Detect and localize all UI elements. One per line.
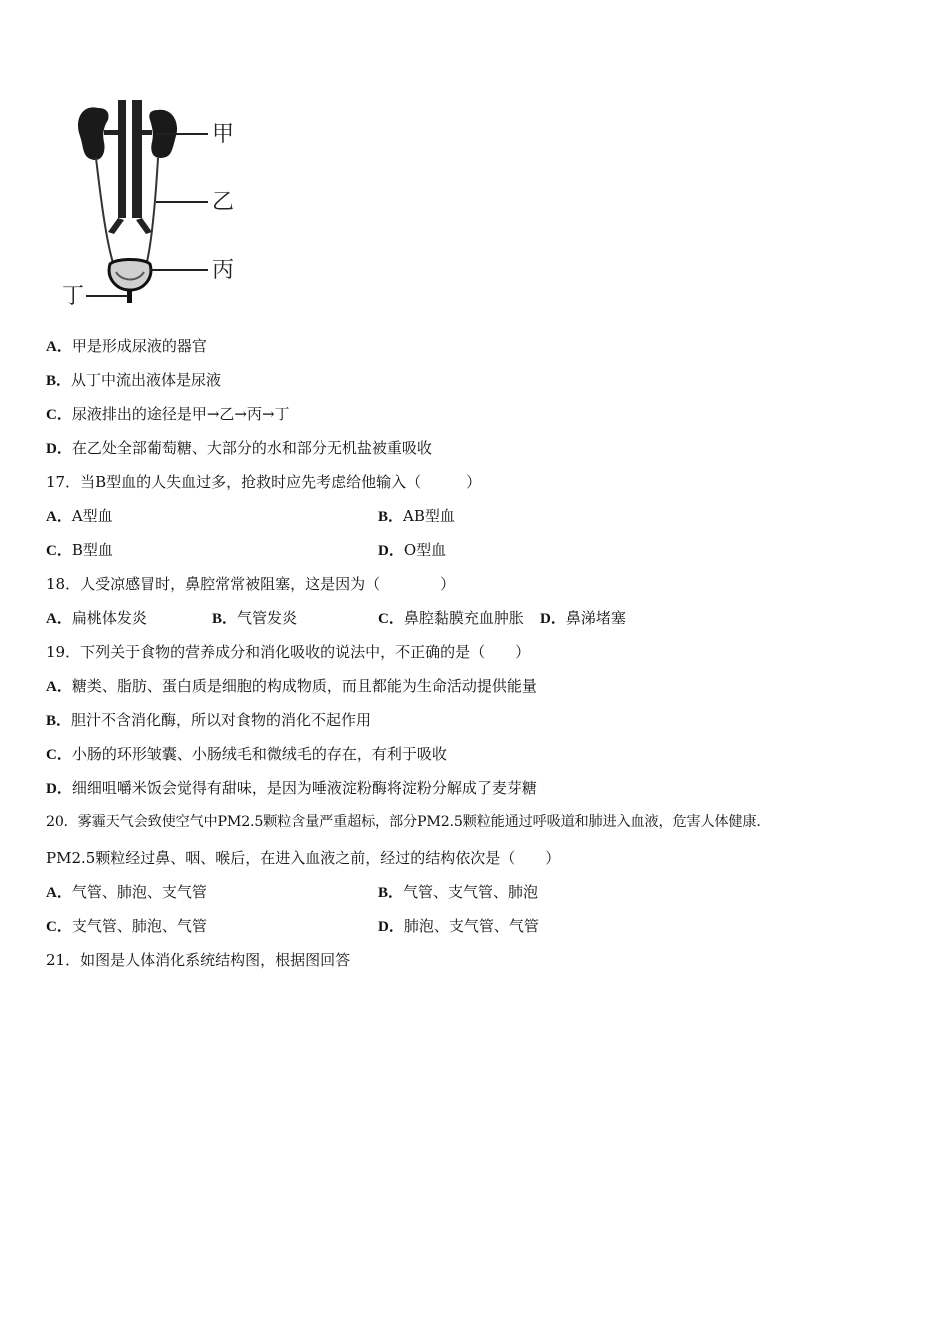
q20-stem-line2: PM2.5颗粒经过鼻、咽、喉后，在进入血液之前，经过的结构依次是（ ） [46,849,561,867]
q19-option-b[interactable]: B．胆汁不含消化酶，所以对食物的消化不起作用 [46,711,372,729]
q20-option-d[interactable]: D．肺泡、支气管、气管 [378,917,539,935]
q17-option-d[interactable]: D．O型血 [378,541,447,559]
bladder [109,260,151,291]
q17-stem: 17．当B型血的人失血过多，抢救时应先考虑给他输入（ ） [46,473,482,491]
q18-option-c[interactable]: C．鼻腔黏膜充血肿胀 [378,609,524,627]
q20-option-b[interactable]: B．气管、支气管、肺泡 [378,883,539,901]
q19-option-d[interactable]: D．细细咀嚼米饭会觉得有甜味，是因为唾液淀粉酶将淀粉分解成了麦芽糖 [46,779,537,797]
aorta [118,100,126,218]
q19-option-c[interactable]: C．小肠的环形皱囊、小肠绒毛和微绒毛的存在，有利于吸收 [46,745,447,763]
left-kidney [78,107,109,160]
q19-option-a[interactable]: A．糖类、脂肪、蛋白质是细胞的构成物质，而且都能为生命活动提供能量 [46,677,537,695]
q17-option-b[interactable]: B．AB型血 [378,507,455,525]
q18-option-a[interactable]: A．扁桃体发炎 [46,609,147,627]
q16-option-b[interactable]: B．从丁中流出液体是尿液 [46,371,222,389]
q16-option-a[interactable]: A．甲是形成尿液的器官 [46,337,207,355]
q16-option-c[interactable]: C．尿液排出的途径是甲→乙→丙→丁 [46,405,290,423]
label-ding: 丁 [62,284,85,309]
q20-option-c[interactable]: C．支气管、肺泡、气管 [46,917,207,935]
label-bing: 丙 [212,258,235,283]
right-ureter [146,158,158,266]
label-jia: 甲 [212,122,235,147]
label-yi: 乙 [212,190,235,215]
q21-stem: 21．如图是人体消化系统结构图，根据图回答 [46,951,351,969]
q18-option-d[interactable]: D．鼻涕堵塞 [540,609,626,627]
q19-stem: 19．下列关于食物的营养成分和消化吸收的说法中，不正确的是（ ） [46,643,531,661]
q20-option-a[interactable]: A．气管、肺泡、支气管 [46,883,207,901]
q20-stem-line1: 20．雾霾天气会致使空气中PM2.5颗粒含量严重超标，部分PM2.5颗粒能通过呼吸道和肺进入血液，危害人体健康． [46,814,771,830]
urinary-system-figure [60,92,250,314]
q18-stem: 18．人受凉感冒时，鼻腔常常被阻塞，这是因为（ ） [46,575,456,593]
q17-option-c[interactable]: C．B型血 [46,541,113,559]
q18-option-b[interactable]: B．气管发炎 [212,609,298,627]
q17-option-a[interactable]: A．A型血 [46,507,113,525]
left-ureter [96,158,114,266]
vena-cava [132,100,142,218]
q16-option-d[interactable]: D．在乙处全部葡萄糖、大部分的水和部分无机盐被重吸收 [46,439,432,457]
